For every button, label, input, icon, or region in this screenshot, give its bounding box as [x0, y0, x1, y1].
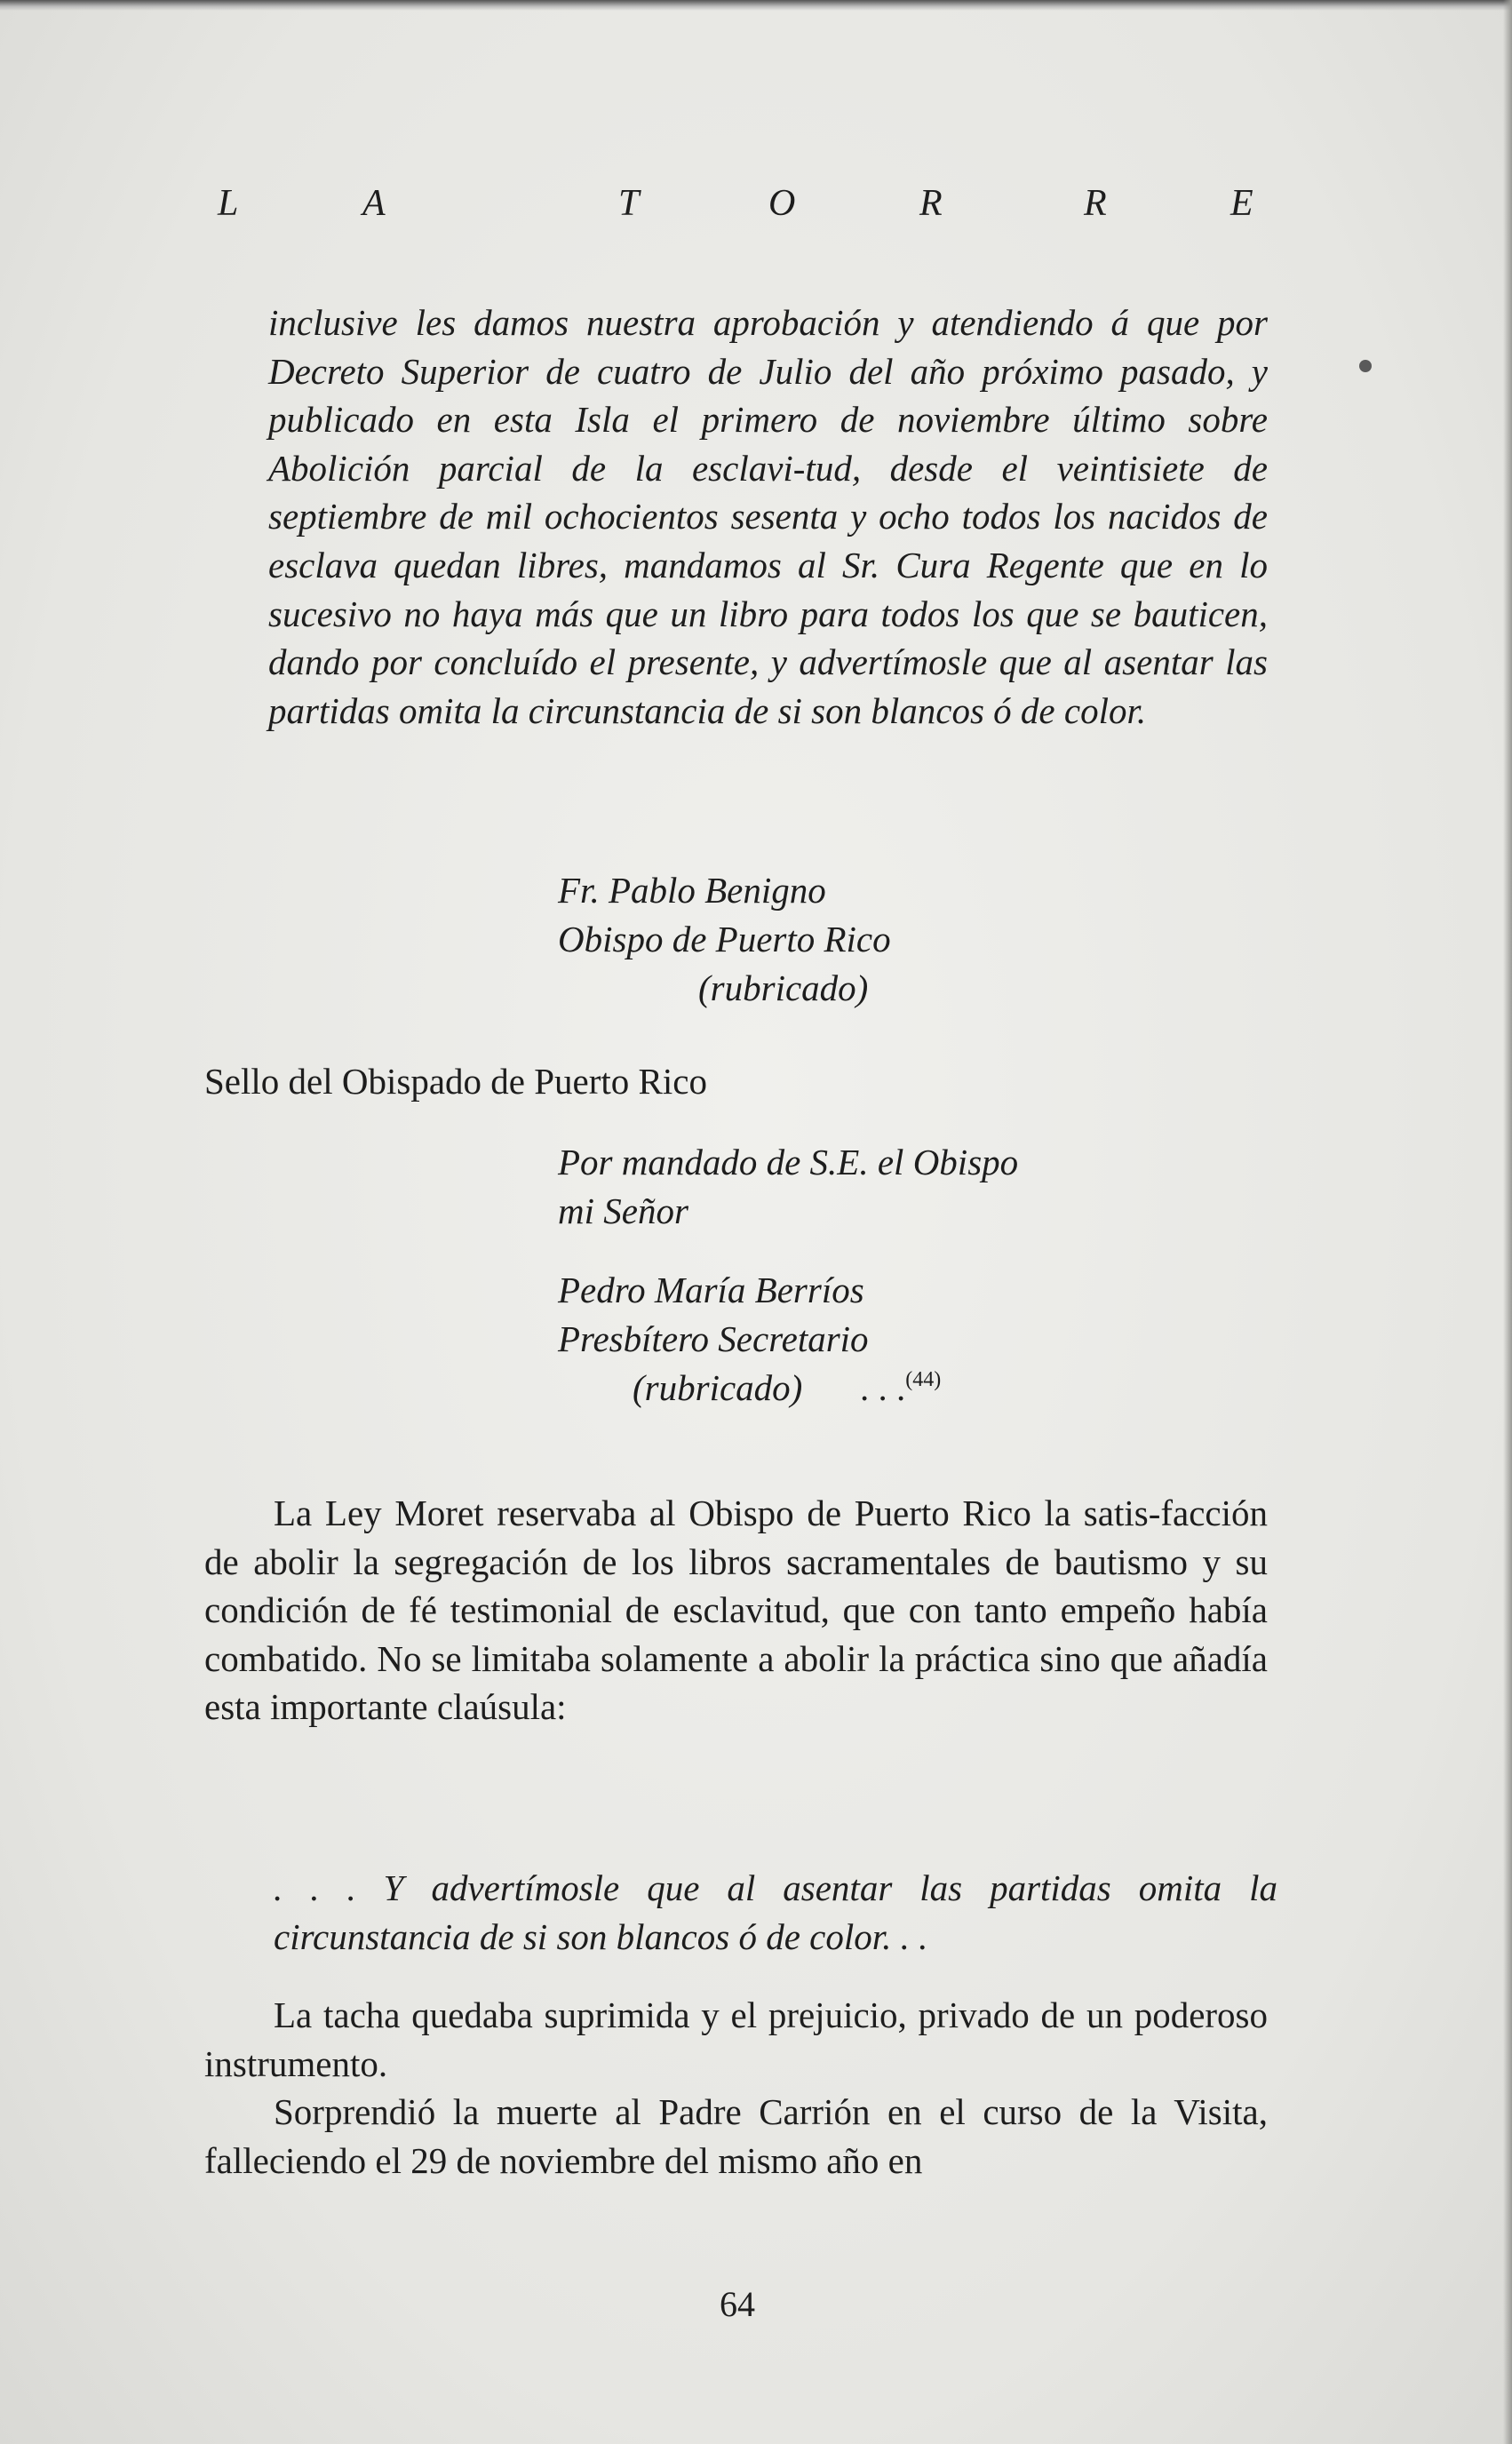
header-letter: R — [919, 183, 943, 224]
header-letter: L — [218, 183, 239, 224]
running-header — [213, 182, 1279, 235]
secretary-title: Presbítero Secretario — [558, 1318, 869, 1359]
bishop-signature-name: Fr. Pablo Benigno — [558, 870, 826, 911]
body-block-quote: . . . Y advertímosle que al asentar las partidas omita la circunstancia de si son blancos ó de color. . . — [274, 1867, 1277, 1957]
header-letter: T — [618, 183, 640, 224]
body-paragraph: Sorprendió la muerte al Padre Carrión en el curso de la Visita, falleciendo el 29 de noviembre del mismo año en — [204, 2091, 1268, 2181]
secretary-rubric: (rubricado) — [633, 1367, 803, 1408]
header-letter: R — [1084, 183, 1107, 224]
secretary-ellipsis — [860, 1366, 941, 1409]
bishop-rubric: (rubricado) — [698, 967, 869, 1008]
footnote-reference: (44) — [905, 1368, 942, 1391]
decree-quote-block: inclusive les damos nuestra aprobación y atendiendo á que por Decreto Superior de cuatro de Julio del año próximo pasado, y publicado en esta Isla el primero de noviembre último sobre Abolición parcial de la esclavi-tud, desde el veintisiete de septiembre de mil ochocientos sesenta y ocho todos los nacidos de esclava quedan libres, mandamos al Sr. Cura Regente que en lo sucesivo no haya más que un libro para todos los que se bauticen, dando por concluído el presente, y advertímosle que al asentar las partidas omita la circunstancia de si son blancos ó de color. — [268, 302, 1268, 731]
secretary-order-line: mi Señor — [558, 1190, 688, 1231]
bishop-signature-title: Obispo de Puerto Rico — [558, 919, 891, 959]
header-letter: O — [768, 183, 796, 224]
right-edge-shadow — [1503, 0, 1512, 2444]
secretary-name: Pedro María Berríos — [558, 1270, 864, 1310]
secretary-order-line: Por mandado de S.E. el Obispo — [558, 1142, 1019, 1182]
margin-dot — [1359, 360, 1372, 372]
page-number: 64 — [720, 2284, 755, 2324]
body-paragraph: La tacha quedaba suprimida y el prejuicio, privado de un poderoso instrumento. — [204, 1994, 1268, 2084]
top-edge-shadow — [0, 0, 1512, 11]
ellipsis-text: . . . — [860, 1367, 906, 1408]
header-letter: A — [362, 183, 386, 224]
seal-caption: Sello del Obispado de Puerto Rico — [204, 1061, 707, 1102]
body-paragraph: La Ley Moret reservaba al Obispo de Puerto Rico la satis-facción de abolir la segregación de los libros sacramentales de bautismo y su condición de fé testimonial de esclavitud, que con tanto empeño había combatido. No se limitaba solamente a abolir la práctica sino que añadía esta importante claúsula: — [204, 1493, 1268, 1728]
header-letter: E — [1230, 183, 1253, 224]
